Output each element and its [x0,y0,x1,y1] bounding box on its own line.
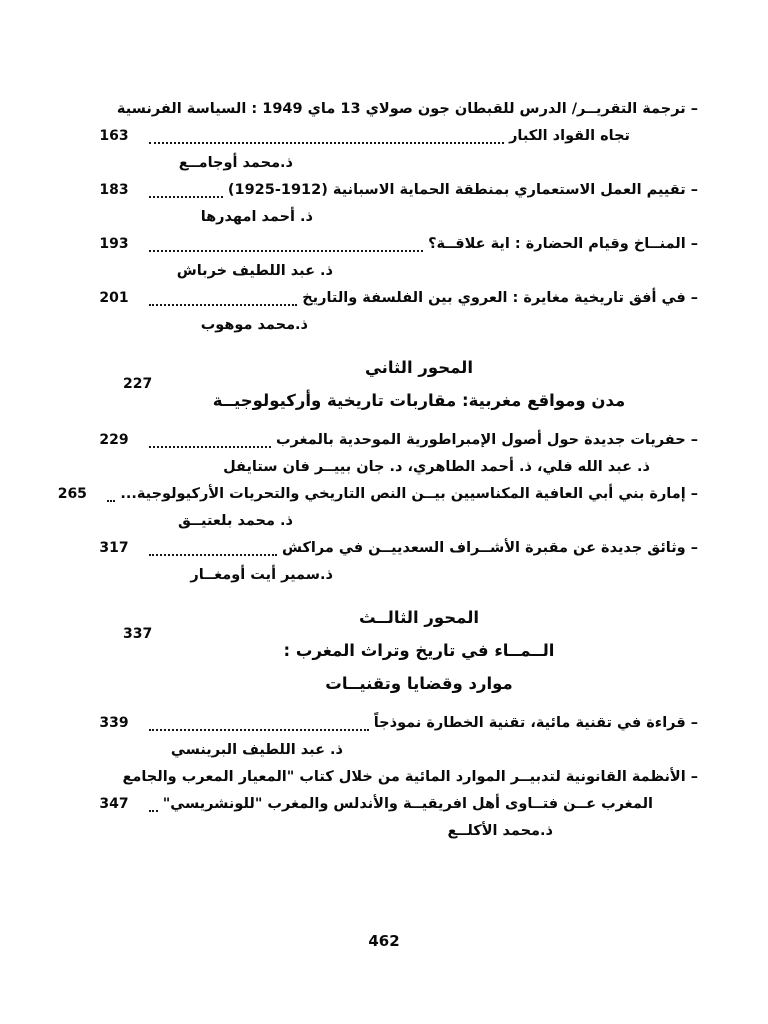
toc-entry [85,96,698,177]
section-title: المحور الثاني [364,358,474,377]
section-subtitle-2: موارد وقضايا وتقنيــات [325,674,513,693]
dot-leader [149,250,423,252]
dot-leader [149,304,297,306]
entry-page-number: 317 [99,540,129,556]
section-page-number: 227 [123,376,153,392]
entry-page-number: 163 [99,128,129,144]
entry-title-line-1: – الأنظمة القانونية لتدبيــر الموارد المائية من خلال كتاب "المعيار المعرب والجامع [122,769,698,785]
dot-leader [149,729,369,731]
toc-entry [85,177,698,231]
entry-page-number: 339 [99,715,129,731]
entry-author: ذ. عبد اللطيف خرباش [176,263,333,279]
entry-title: – وثائق جديدة عن مقبرة الأشــراف السعدييــن في مراكش [281,540,698,556]
dot-leader [149,810,158,812]
section-subtitle: الــمــاء في تاريخ وتراث المغرب : [283,641,555,660]
section-header [85,601,698,700]
entry-title: – المنــاخ وقيام الحضارة : اية علاقــة؟ [428,236,698,252]
entry-title: – في أفق تاريخية مغايرة : العروي بين الفلسفة والتاريخ [302,290,698,306]
entry-author: ذ.سمير أيت أومغــار [190,567,333,583]
section-title: المحور الثالــث [358,608,480,627]
section-page-number: 337 [123,626,153,642]
toc-entry [85,535,698,589]
entry-title-line-2: المغرب عــن فتــاوى أهل افريقيــة والأندلس والمغرب "للونشريسي" [162,796,653,812]
dot-leader [149,446,271,448]
dot-leader [149,196,223,198]
toc-entry [85,427,698,481]
toc-entry [85,285,698,339]
entry-page-number: 347 [99,796,129,812]
entry-page-number: 183 [99,182,129,198]
toc-entry [85,231,698,285]
section-subtitle: مدن ومواقع مغربية: مقاربات تاريخية وأركيولوجيــة [212,391,626,410]
entry-page-number: 201 [99,290,129,306]
entry-author: ذ. عبد الله فلي، ذ. أحمد الطاهري، د. جان بييــر فان ستايفل [223,459,650,475]
entry-page-number: 265 [57,486,87,502]
entry-author: ذ.محمد الأكلــع [447,823,553,839]
entry-page-number: 193 [99,236,129,252]
table-of-contents [57,96,698,845]
dot-leader [107,500,115,502]
entry-author: ذ. أحمد امهدرها [200,209,313,225]
toc-entry [85,710,698,764]
entry-title-line-1: – ترجمة التقريــر/ الدرس للقبطان جون صولاي 13 ماي 1949 : السياسة الفرنسية [116,101,698,117]
entry-title: – قراءة في تقنية مائية، تقنية الخطارة نموذجاً [373,715,698,731]
toc-entry [85,764,698,845]
entry-page-number: 229 [99,432,129,448]
dot-leader [149,554,277,556]
dot-leader [149,142,504,144]
entry-title-line-2: تجاه القواد الكبار [509,128,630,144]
entry-title: – تقييم العمل الاستعماري بمنطقة الحماية الاسبانية (1912-1925) [227,182,698,198]
entry-author: ذ.محمد أوجامــع [178,155,293,171]
entry-author: ذ. محمد بلعتيــق [178,513,293,529]
entry-title: – إمارة بني أبي العافية المكناسيين بيــن النص التاريخي والتحريات الأركيولوجية... [120,486,698,502]
entry-title: – حفريات جديدة حول أصول الإمبراطورية الموحدية بالمغرب [275,432,698,448]
toc-entry [57,481,698,535]
entry-author: ذ.محمد موهوب [200,317,308,333]
footer-page-number: 462 [368,932,400,950]
section-header [85,351,698,417]
entry-author: ذ. عبد اللطيف البرينسي [170,742,343,758]
